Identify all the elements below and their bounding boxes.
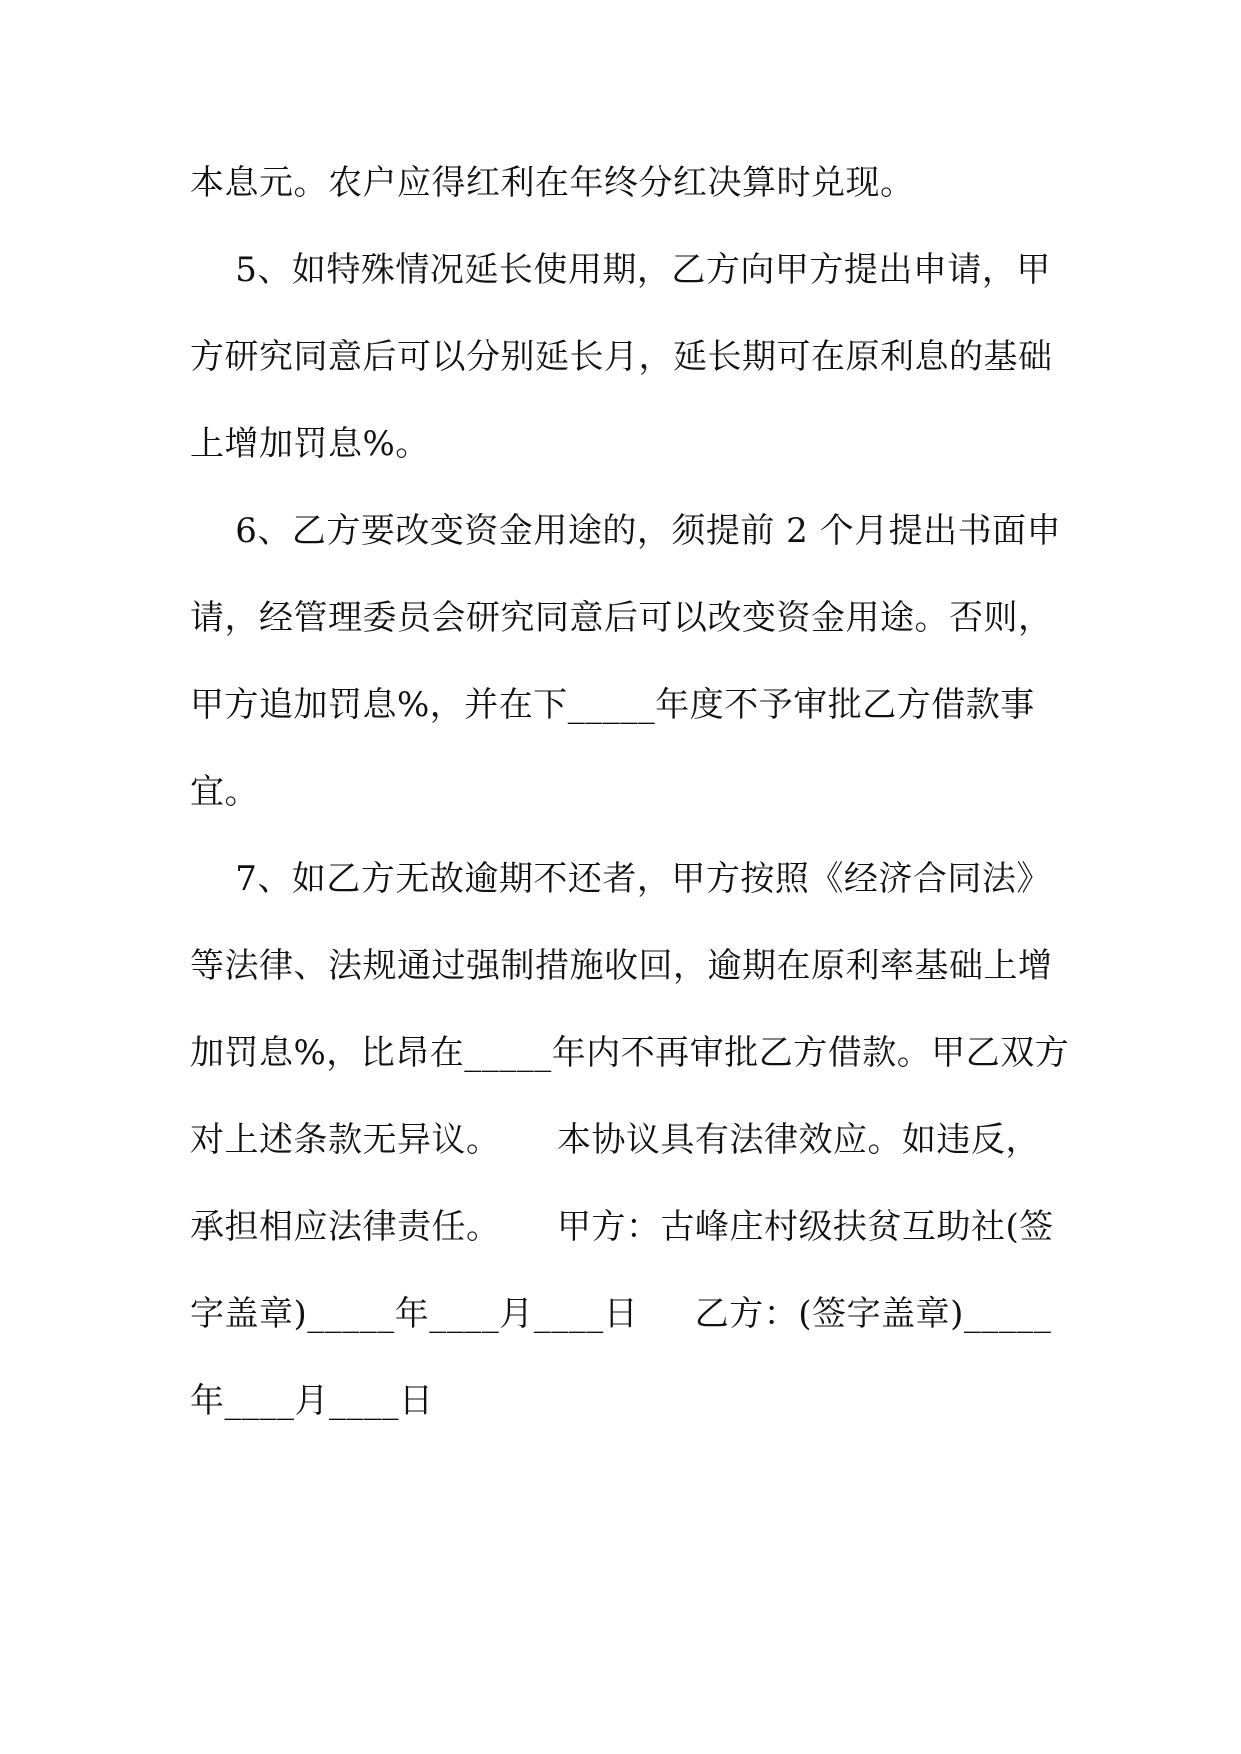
text-line: 字盖章)_____年____月____日 乙方：(签字盖章)_____ [190, 1294, 1052, 1334]
text-line: 请，经管理委员会研究同意后可以改变资金用途。否则， [190, 598, 1053, 638]
text-line: 6、乙方要改变资金用途的，须提前 2 个月提出书面申 [190, 511, 1062, 551]
text-line: 7、如乙方无故逾期不还者，甲方按照《经济合同法》 [190, 859, 1051, 899]
text-line: 承担相应法律责任。 甲方：古峰庄村级扶贫互助社(签 [190, 1207, 1054, 1247]
text-line: 宜。 [190, 772, 259, 812]
text-line: 方研究同意后可以分别延长月，延长期可在原利息的基础 [190, 337, 1053, 377]
text-line: 甲方追加罚息%，并在下_____年度不予审批乙方借款事 [190, 685, 1035, 725]
text-line: 加罚息%，比昂在_____年内不再审批乙方借款。甲乙双方 [190, 1033, 1070, 1073]
text-line: 等法律、法规通过强制措施收回，逾期在原利率基础上增 [190, 946, 1053, 986]
text-line: 年____月____日 [190, 1381, 434, 1421]
text-line: 本息元。农户应得红利在年终分红决算时兑现。 [190, 163, 915, 203]
text-line: 5、如特殊情况延长使用期，乙方向甲方提出申请，甲 [190, 250, 1051, 290]
text-line: 上增加罚息%。 [190, 424, 430, 464]
text-line: 对上述条款无异议。 本协议具有法律效应。如违反， [190, 1120, 1041, 1160]
